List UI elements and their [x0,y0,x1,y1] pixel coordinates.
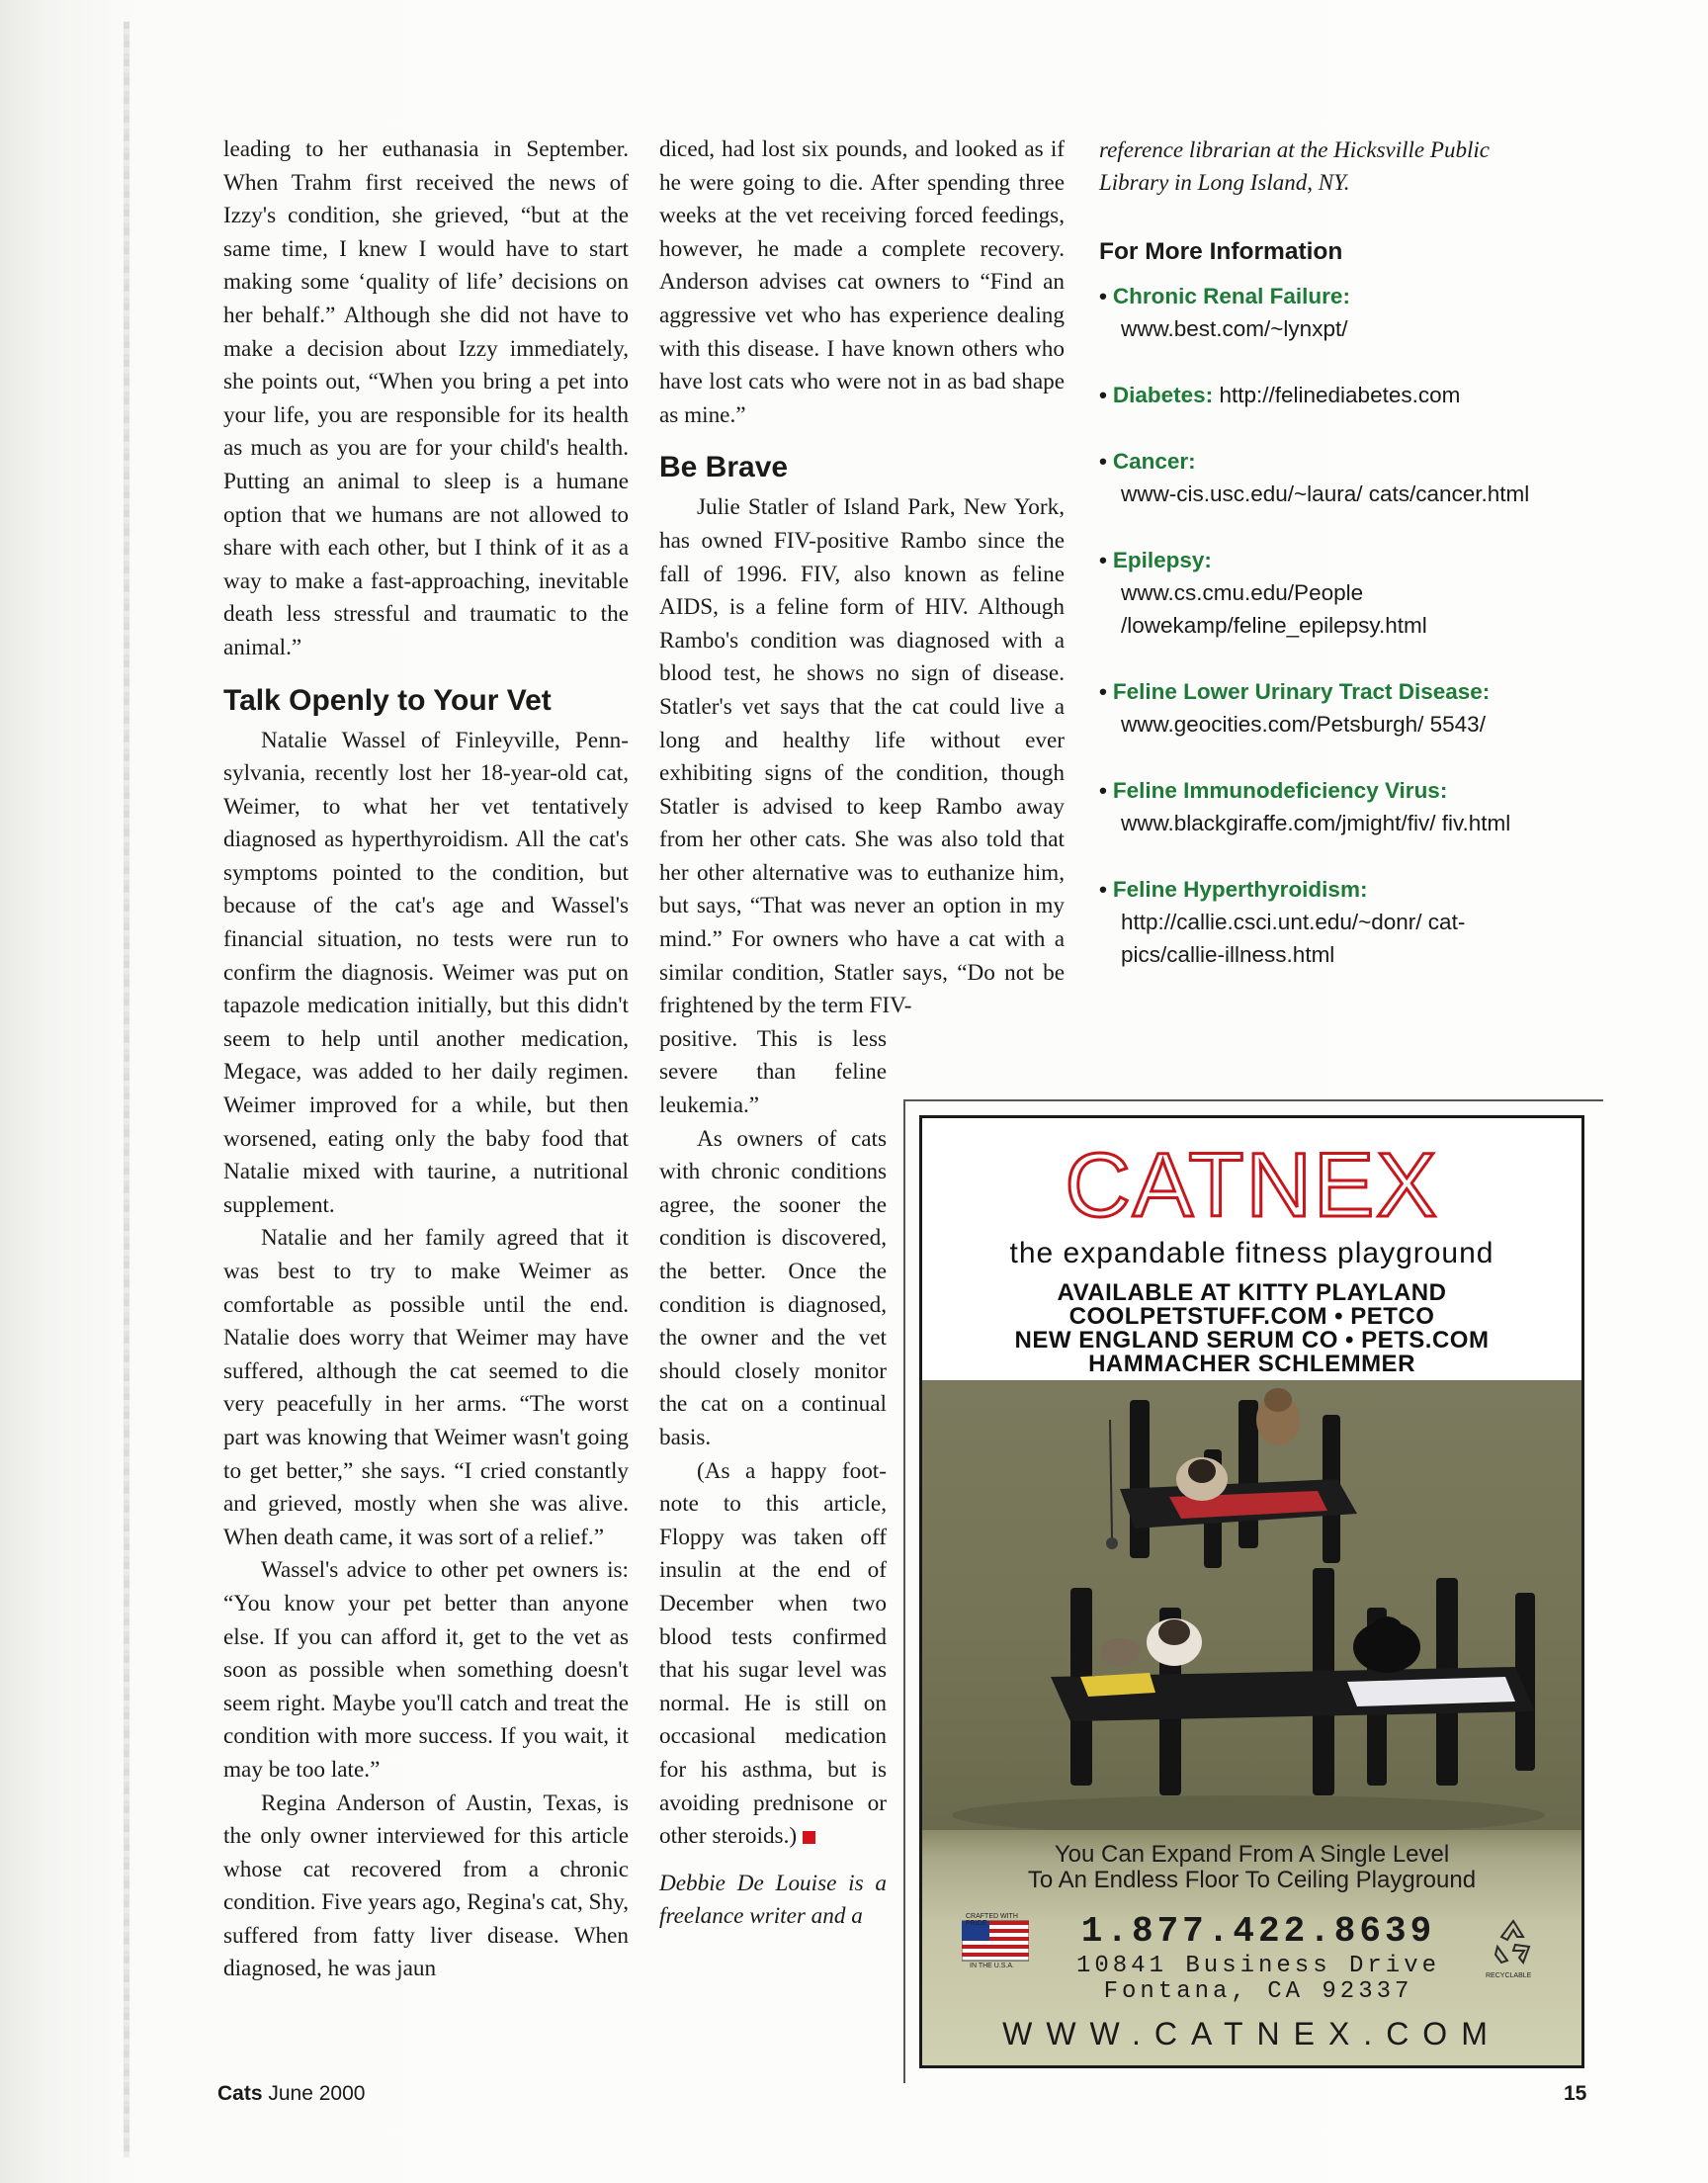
info-url-link[interactable]: www.cs.cmu.edu/People /lowekamp/feline_epilepsy.html [1121,580,1427,638]
paragraph-footnote: (As a happy footnote to this article, Floppy was taken off insulin at the end of December when two blood tests confirmed that his sugar level was normal. He is still on occasional medication for his asthma, but is avoiding prednisone or other steroids.) [659,1457,887,1850]
bullet: • [1099,778,1107,803]
page-number: 15 [1564,2082,1587,2105]
bullet: • [1099,383,1107,407]
bullet: • [1099,284,1107,308]
bullet: • [1099,679,1107,704]
paragraph: Regina Anderson of Austin, Texas, is the only owner interviewed for this article whose cat recovered from a chronic condition. Five years ago, Regina's cat, Shy, suffered from fatty liver disease. When diagnosed, he was jaun [223,1790,629,1982]
playground-illustration [922,1380,1581,1830]
info-list-item [1099,774,1534,839]
ad-address-city: Fontana, CA 92337 [1103,1978,1413,2005]
author-byline-continued: reference librarian at the Hicksville Public Library in Long Island, NY. [1099,137,1490,195]
paragraph: Natalie Wassel of Finleyville, Pennsylvania, recently lost her 18-year-old cat, Weimer, to what her vet tentatively diagnosed as hyperthyroidism. All the cat's symptoms pointed to the condition, but because of the cat's age and Wassel's financial situation, no tests were run to confirm the diagnosis. Weimer was put on tapazole medication initially, but this didn't seem to help until another medication, Megace, was added to her daily regimen. Weimer improved for a while, but then worsened, eating only the baby food that Natalie mixed with taurine, a nutritional supplement. [223,727,629,1218]
retailer-line: COOLPETSTUFF.COM • PETCO [1068,1303,1435,1330]
ad-address-street: 10841 Business Drive [1075,1953,1441,1979]
section-heading-be-brave: Be Brave [659,451,789,484]
info-label: Feline Lower Urinary Tract Disease: [1112,679,1491,704]
info-label: Cancer: [1112,449,1196,474]
catnex-advertisement[interactable] [919,1115,1584,2068]
cat-playground-photo [922,1380,1581,1830]
paragraph-intro: leading to her euthanasia in September. When Trahm first received the news of Izzy's condition, she grieved, “but at the same time, I knew I would have to start making some ‘quality of life’ decisions on her behalf.” Although she did not have to make a decision about Izzy immediately, she points out, “When you bring a pet into your life, you are responsible for its health as much as you are for your child's health. Putting an animal to sleep is a humane option that we humans are not allowed to share with each other, but I think of it as a way to make a fast-approaching, inevitable death less stressful and traumatic to the animal.” [223,136,629,660]
bullet: • [1099,449,1107,474]
bullet: • [1099,877,1107,902]
ad-phone-number[interactable]: 1.877.422.8639 [1080,1911,1436,1952]
info-list-item [1099,873,1534,971]
ad-retailers [922,1281,1581,1376]
narrow-text-block [659,1023,887,1934]
info-list-item [1099,445,1534,510]
ad-expand-text [922,1842,1581,1893]
section-heading-talk-openly: Talk Openly to Your Vet [223,683,552,717]
bullet: • [1099,548,1107,572]
publication-name: Cats [217,2082,263,2105]
info-label: Chronic Renal Failure: [1112,284,1350,308]
end-of-article-mark [803,1831,815,1844]
info-label: Diabetes: [1112,383,1214,407]
info-list-item [1099,379,1534,411]
catnex-logo: CATNEX [1065,1135,1439,1236]
recycle-icon [1484,1913,1543,1979]
info-url-link[interactable]: www.blackgiraffe.com/jmight/fiv/ fiv.html [1121,811,1511,835]
flag-caption: CRAFTED WITH PRIDE [966,1913,1018,1927]
usa-flag-icon [962,1913,1029,1970]
paragraph: Wassel's advice to other pet owners is: “You know your pet better than anyone else. If you can afford it, get to the vet as soon as possible when something doesn't seem right. Maybe you'll catch and treat the condition with more success. If you wait, it may be too late.” [223,1557,629,1783]
info-list [1099,280,1534,971]
expand-line: To An Endless Floor To Ceiling Playground [1027,1867,1477,1893]
ad-tagline: the expandable fitness playground [1009,1237,1494,1269]
ad-contact-area [922,1830,1581,2065]
expand-line: You Can Expand From A Single Level [1054,1841,1450,1868]
retailer-line: AVAILABLE AT KITTY PLAYLAND [1057,1279,1447,1306]
info-url-link[interactable]: http://felinediabetes.com [1219,383,1461,407]
recycle-caption: RECYCLABLE [1486,1972,1532,1979]
article-column-1 [223,133,629,1986]
paragraph: Natalie and her family agreed that it was best to try to make Weimer as comfortable as possible until the end. Natalie does worry that Weimer may have suffered, although the cat seemed to die very peacefully in her arms. “The worst part was knowing that Weimer wasn't going to get better,” she says. “I cried constantly and grieved, mostly when she was alive. When death came, it was sort of a relief.” [223,1225,629,1550]
info-label: Epilepsy: [1112,548,1212,572]
author-byline: Debbie De Louise is a freelance writer and a [659,1870,887,1930]
paragraph: Julie Statler of Island Park, New York, has owned FIV-positive Rambo since the fall of 1996. FIV, also known as feline AIDS, is a feline form of HIV. Although Rambo's condition was diagnosed with a blood test, he shows no sign of disease. Statler's vet says that the cat could live a long and healthy life without ever exhibiting signs of the condition, though Statler is advised to keep Rambo away from her other cats. She was also told that her other alternative was to euthanize him, but says, “That was never an option in my mind.” For owners who have a cat with a similar condition, Statler says, “Do not be frightened by the term FIV- [659,494,1065,1019]
retailer-line: HAMMACHER SCHLEMMER [1088,1351,1415,1377]
info-label: Feline Hyperthyroidism: [1112,877,1368,902]
issue-date: June 2000 [262,2082,366,2105]
more-info-heading: For More Information [1099,238,1343,265]
info-label: Feline Immunodeficiency Virus: [1112,778,1448,803]
paragraph: As owners of cats with chronic conditions agree, the sooner the condition is discovered, the better. Once the condition is diagnosed, the owner and the vet should closely monitor the cat on a continual basis. [659,1125,887,1450]
info-list-item [1099,675,1534,741]
info-url-link[interactable]: www-cis.usc.edu/~laura/ cats/cancer.html [1121,481,1530,506]
page-footer-publication [217,2082,365,2106]
info-list-item [1099,280,1534,345]
paragraph-continued: diced, had lost six pounds, and looked as if he were going to die. After spending three weeks at the vet receiving forced feedings, however, he made a complete recovery. Anderson advises cat owners to “Find an aggressive vet who has experience dealing with this disease. I have known others who have lost cats who were not in as bad shape as mine.” [659,136,1065,428]
torn-page-edge [124,22,129,2157]
sidebar-column [1099,133,1534,1004]
info-list-item [1099,544,1534,642]
flag-caption: IN THE U.S.A. [970,1963,1014,1969]
info-url-link[interactable]: http://callie.csci.unt.edu/~donr/ cat-pics/callie-illness.html [1121,910,1466,967]
retailer-line: NEW ENGLAND SERUM CO • PETS.COM [1014,1327,1490,1353]
info-url-link[interactable]: www.geocities.com/Petsburgh/ 5543/ [1121,712,1486,737]
info-url-link[interactable]: www.best.com/~lynxpt/ [1121,316,1348,341]
paragraph: positive. This is less severe than feline leukemia.” [659,1025,887,1119]
ad-website-link[interactable]: WWW.CATNEX.COM [1002,2016,1501,2052]
